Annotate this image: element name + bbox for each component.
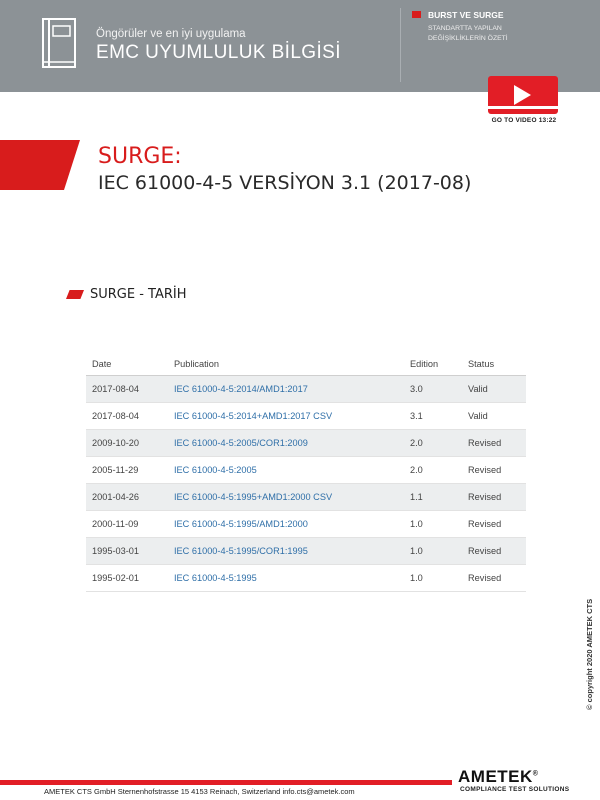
row-edition: 3.0: [410, 384, 423, 394]
row-date: 1995-02-01: [92, 573, 139, 583]
publication-link[interactable]: IEC 61000-4-5:2005/COR1:2009: [174, 438, 308, 448]
page-subtitle: IEC 61000-4-5 VERSİYON 3.1 (2017-08): [98, 172, 472, 194]
table-row: [86, 457, 526, 484]
row-edition: 2.0: [410, 465, 423, 475]
title-flag: [0, 140, 80, 190]
publication-link[interactable]: IEC 61000-4-5:1995/AMD1:2000: [174, 519, 308, 529]
column-header-date: Date: [92, 359, 112, 369]
header-title: EMC UYUMLULUK BİLGİSİ: [96, 42, 341, 63]
row-date: 2005-11-29: [92, 465, 139, 475]
play-video-icon: [514, 85, 531, 105]
copyright-note: © copyright 2020 AMETEK CTS: [585, 598, 594, 710]
table-row: [86, 565, 526, 592]
video-label: GO TO VIDEO 13:22: [491, 117, 557, 124]
row-edition: 2.0: [410, 438, 423, 448]
row-edition: 1.1: [410, 492, 423, 502]
go-to-video-button[interactable]: [486, 76, 562, 128]
row-status: Revised: [468, 465, 502, 475]
row-status: Revised: [468, 438, 502, 448]
header-divider: [400, 8, 401, 82]
table-row: [86, 511, 526, 538]
row-date: 2000-11-09: [92, 519, 139, 529]
row-date: 2017-08-04: [92, 384, 139, 394]
row-date: 2001-04-26: [92, 492, 139, 502]
row-date: 2017-08-04: [92, 411, 139, 421]
column-header-edition: Edition: [410, 359, 439, 369]
row-edition: 3.1: [410, 411, 423, 421]
publication-link[interactable]: IEC 61000-4-5:2014/AMD1:2017: [174, 384, 308, 394]
header-tagline: Öngörüler ve en iyi uygulama: [96, 28, 246, 40]
video-progress-strip: [488, 106, 558, 109]
table-row: [86, 430, 526, 457]
row-date: 1995-03-01: [92, 546, 139, 556]
logo-text: AMETEK: [458, 767, 533, 786]
logo-subtitle: COMPLIANCE TEST SOLUTIONS: [460, 786, 570, 793]
row-status: Revised: [468, 573, 502, 583]
page-title: SURGE:: [98, 144, 182, 169]
table-row: [86, 538, 526, 565]
publication-link[interactable]: IEC 61000-4-5:1995+AMD1:2000 CSV: [174, 492, 333, 502]
burst-flag-icon: [412, 11, 421, 18]
row-status: Valid: [468, 384, 488, 394]
table-row: [86, 484, 526, 511]
logo-registered-mark: ®: [532, 770, 539, 778]
table-row: [86, 376, 526, 403]
column-header-status: Status: [468, 359, 495, 369]
row-date: 2009-10-20: [92, 438, 139, 448]
footer-address: AMETEK CTS GmbH Sternenhofstrasse 15 4153 Reinach, Switzerland info.cts@ametek.com: [44, 787, 355, 796]
book-icon: [42, 18, 76, 68]
section-title: SURGE - TARİH: [90, 287, 187, 302]
footer-divider: [0, 780, 452, 785]
publication-link[interactable]: IEC 61000-4-5:1995/COR1:1995: [174, 546, 308, 556]
section-flag-icon: [66, 290, 84, 299]
row-edition: 1.0: [410, 519, 423, 529]
publication-link[interactable]: IEC 61000-4-5:1995: [174, 573, 257, 583]
burst-subtitle: STANDARTTA YAPILAN DEĞİŞİKLİKLERİN ÖZETİ: [428, 25, 508, 42]
row-edition: 1.0: [410, 546, 423, 556]
history-table: [86, 353, 526, 592]
row-status: Valid: [468, 411, 488, 421]
table-header-row: [86, 353, 526, 376]
ametek-logo: [458, 767, 538, 787]
row-status: Revised: [468, 519, 502, 529]
publication-link[interactable]: IEC 61000-4-5:2005: [174, 465, 257, 475]
row-status: Revised: [468, 546, 502, 556]
publication-link[interactable]: IEC 61000-4-5:2014+AMD1:2017 CSV: [174, 411, 333, 421]
column-header-publication: Publication: [174, 359, 219, 369]
burst-title[interactable]: BURST VE SURGE: [428, 10, 504, 20]
table-row: [86, 403, 526, 430]
row-status: Revised: [468, 492, 502, 502]
row-edition: 1.0: [410, 573, 423, 583]
